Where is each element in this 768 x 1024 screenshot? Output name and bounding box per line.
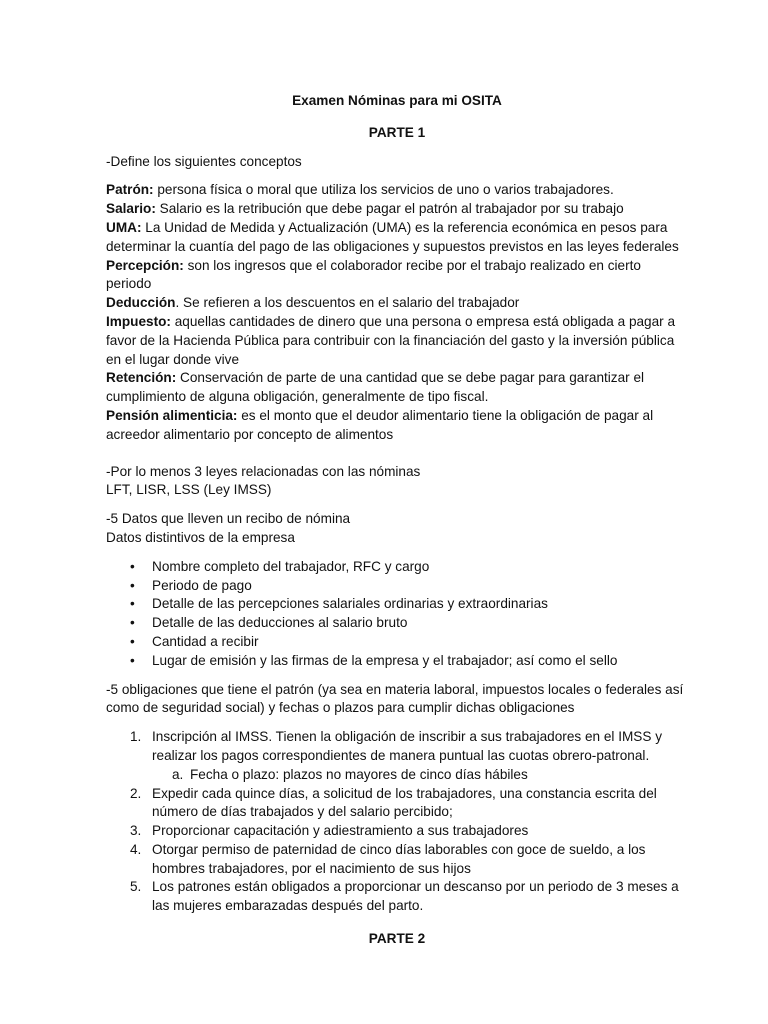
sub-item xyxy=(106,766,688,785)
sub-item-text: Fecha o plazo: plazos no mayores de cinco días hábiles xyxy=(190,766,528,782)
definitions-list xyxy=(106,181,688,444)
item-text: Los patrones están obligados a proporcionar un descanso por un periodo de 3 meses a las mujeres embarazadas después del parto. xyxy=(152,879,679,914)
concepts-intro: -Define los siguientes conceptos xyxy=(106,153,302,169)
laws-answer: LFT, LISR, LSS (Ley IMSS) xyxy=(106,482,272,498)
definition-text: La Unidad de Medida y Actualización (UMA) es la referencia económica en pesos para determinar la cuantía del pago de las obligaciones y supuestos previstos en las leyes federales xyxy=(106,219,679,254)
obligations-section xyxy=(106,681,688,917)
definition-item xyxy=(106,219,688,257)
item-text: Inscripción al IMSS. Tienen la obligación de inscribir a sus trabajadores en el IMSS y realizar los pagos correspondientes de manera puntual las cuotas obrero-patronal. xyxy=(152,729,663,763)
item-number: 5. xyxy=(130,879,142,895)
definition-item xyxy=(106,407,688,445)
definition-item xyxy=(106,181,688,200)
part-2-heading: PARTE 2 xyxy=(368,931,426,947)
definition-term: Patrón: xyxy=(106,182,154,198)
definition-term: Percepción: xyxy=(106,257,184,273)
list-item xyxy=(106,878,688,916)
definition-text: aquellas cantidades de dinero que una persona o empresa está obligada a pagar a favor de la Hacienda Pública para contribuir con la financiación del gasto y la inversión pública en el lugar donde vive xyxy=(106,313,676,367)
list-item: • Nombre completo del trabajador, RFC y cargo xyxy=(106,558,688,577)
document-title: Examen Nóminas para mi OSITA xyxy=(292,93,502,108)
definition-term: Pensión alimenticia: xyxy=(106,407,238,423)
definition-item xyxy=(106,313,688,369)
definition-term: Retención: xyxy=(106,370,177,386)
definition-text: son los ingresos que el colaborador recibe por el trabajo realizado en cierto periodo xyxy=(106,257,641,292)
item-number: 4. xyxy=(130,841,142,857)
list-item xyxy=(106,785,688,823)
list-item: • Detalle de las deducciones al salario bruto xyxy=(106,614,688,633)
definition-item xyxy=(106,257,688,295)
definition-term: Impuesto: xyxy=(106,313,171,329)
laws-section xyxy=(106,463,688,501)
item-text: Expedir cada quince días, a solicitud de los trabajadores, una constancia escrita del número de días trabajados y del salario percibido; xyxy=(152,785,657,820)
receipt-section xyxy=(106,510,688,670)
part-1-heading: PARTE 1 xyxy=(368,124,426,140)
definition-item xyxy=(106,369,688,407)
item-number: 1. xyxy=(130,729,142,745)
definition-item xyxy=(106,200,688,219)
definition-text: . Se refieren a los descuentos en el salario del trabajador xyxy=(175,295,520,311)
list-item xyxy=(106,728,688,784)
receipt-question: -5 Datos que lleven un recibo de nómina xyxy=(106,511,351,527)
laws-question: -Por lo menos 3 leyes relacionadas con las nóminas xyxy=(106,463,421,479)
definition-item xyxy=(106,294,688,313)
item-number: 2. xyxy=(130,785,142,801)
list-item xyxy=(106,822,688,841)
list-item xyxy=(106,841,688,879)
definition-text: persona física o moral que utiliza los servicios de uno o varios trabajadores. xyxy=(153,182,614,198)
receipt-list xyxy=(106,558,688,671)
list-item: • Detalle de las percepciones salariales ordinarias y extraordinarias xyxy=(106,595,688,614)
obligations-list xyxy=(106,728,688,916)
definition-term: Salario: xyxy=(106,201,156,217)
receipt-subtitle: Datos distintivos de la empresa xyxy=(106,529,295,545)
list-item: • Lugar de emisión y las firmas de la empresa y el trabajador; así como el sello xyxy=(106,652,688,671)
list-item: • Cantidad a recibir xyxy=(106,633,688,652)
sub-item-letter: a. xyxy=(172,766,184,782)
definition-term: Deducción xyxy=(106,295,176,311)
definition-text: Conservación de parte de una cantidad que se debe pagar para garantizar el cumplimiento de alguna obligación, generalmente de tipo fiscal. xyxy=(106,370,645,405)
definition-text: es el monto que el deudor alimentario tiene la obligación de pagar al acreedor alimentario por concepto de alimentos xyxy=(106,407,654,442)
item-text: Otorgar permiso de paternidad de cinco días laborables con goce de sueldo, a los hombres trabajadores, por el nacimiento de sus hijos xyxy=(152,841,646,876)
list-item: • Periodo de pago xyxy=(106,577,688,596)
obligations-question: -5 obligaciones que tiene el patrón (ya sea en materia laboral, impuestos locales o federales así como de seguridad social) y fechas o plazos para cumplir dichas obligaciones xyxy=(106,681,684,716)
definition-term: UMA: xyxy=(106,219,142,235)
definition-text: Salario es la retribución que debe pagar el patrón al trabajador por su trabajo xyxy=(155,201,624,217)
item-number: 3. xyxy=(130,823,142,839)
item-text: Proporcionar capacitación y adiestramiento a sus trabajadores xyxy=(152,823,529,839)
